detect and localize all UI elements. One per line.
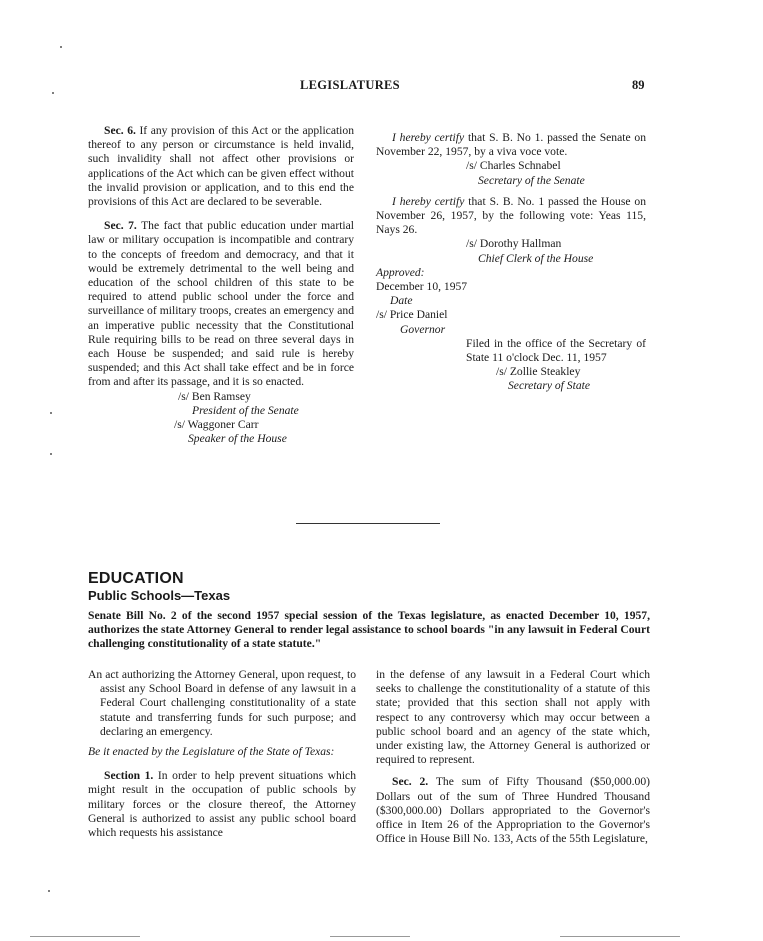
scan-speck	[50, 453, 52, 455]
enacting-clause: Be it enacted by the Legislature of the State of Texas:	[88, 745, 335, 759]
senate-cert-lead: I hereby certify	[392, 131, 465, 144]
section-6-text: If any provision of this Act or the application thereof to any person or circumstance is held invalid, such invalidity shall not affect other provisions or applications of the Act which can be given effect without the invalid provision or application, and to this end the provisions of this Act are declared to be severable.	[88, 124, 354, 209]
signature-charles-schnabel: /s/ Charles Schnabel	[466, 159, 561, 173]
signature-dorothy-hallman: /s/ Dorothy Hallman	[466, 237, 562, 251]
section-heading: EDUCATION	[88, 570, 184, 587]
section-7-label: Sec. 7.	[104, 219, 137, 233]
running-head	[0, 78, 763, 94]
scan-edge-line	[560, 936, 680, 937]
section-divider	[296, 523, 440, 524]
scan-speck	[48, 890, 50, 892]
approved-date: December 10, 1957	[376, 280, 468, 294]
section-2-paragraph	[376, 775, 650, 846]
section-6-label: Sec. 6.	[104, 124, 136, 137]
scan-edge-line	[330, 936, 410, 937]
section-subheading: Public Schools—Texas	[88, 588, 231, 603]
section-1-label: Section 1.	[104, 769, 154, 783]
bill-summary: Senate Bill No. 2 of the second 1957 special session of the Texas legislature, as enacted December 10, 1957, authorizes the state Attorney General to render legal assistance to school boards "in any lawsuit in Federal Court challenging constitutionality of a state statute."	[88, 609, 650, 651]
approved-label: Approved:	[376, 265, 425, 279]
signature-waggoner-carr: /s/ Waggoner Carr	[174, 418, 259, 432]
act-caption: An act authorizing the Attorney General, upon request, to assist any School Board in defense of any lawsuit in a Federal Court challenging constitutionality of a state statute and transferring funds for such purpose; and declaring an emergency.	[88, 668, 356, 738]
scan-edge-line	[30, 936, 140, 937]
section-1-continuation: in the defense of any lawsuit in a Federal Court which seeks to challenge the constitutionality of a statute of this state; provided that this section shall not apply with respect to any controversy which may occur between a public school board and an agency of the state which, under existing law, the Attorney General is authorized or required to represent.	[376, 668, 650, 767]
house-certification	[376, 195, 646, 238]
section-2-label: Sec. 2.	[392, 775, 429, 789]
section-7-paragraph	[88, 219, 354, 389]
section-6-paragraph	[88, 124, 354, 209]
scan-speck	[52, 92, 54, 94]
governor-title: Governor	[400, 322, 446, 336]
signature-title-secretary-state: Secretary of State	[508, 379, 590, 393]
header-title: LEGISLATURES	[300, 78, 400, 92]
section-7-text: The fact that public education under martial law or military occupation is incompatible and contrary to the concepts of freedom and democracy, and that it would be extremely detrimental to the well being and education of the school children of this state to be required to attend public school under the force and surveillance of military troops, creates an emergency and an imperative public necessity that the Constitutional Rule requiring bills to be read on three several days in each House be suspended; and said rule is hereby suspended; and this Act shall take effect and be in force from and after its passage, and it is so enacted.	[88, 219, 354, 389]
section-2-text: The sum of Fifty Thousand ($50,000.00) Dollars out of the sum of Three Hundred Thousand ($300,000.00) Dollars appropriated to the Governor's office in Item 26 of the Appropriation to the Governor's Office in House Bill No. 133, Acts of the 55th Legislature,	[376, 775, 650, 846]
left-column-top	[88, 124, 354, 446]
senate-cert-text: that S. B. No 1. passed the Senate on November 22, 1957, by a viva voce vote.	[376, 131, 646, 159]
scan-speck	[50, 412, 52, 414]
scan-speck	[60, 46, 62, 48]
section-1-paragraph	[88, 769, 356, 840]
signature-title-secretary-senate: Secretary of the Senate	[478, 173, 585, 187]
house-cert-lead: I hereby certify	[392, 194, 465, 208]
senate-certification	[376, 131, 646, 159]
signature-title-chief-clerk: Chief Clerk of the House	[478, 251, 594, 265]
right-column-top	[376, 131, 646, 394]
signature-title-speaker-house: Speaker of the House	[188, 432, 287, 446]
signature-zollie-steakley: /s/ Zollie Steakley	[496, 365, 581, 379]
signature-title-president-senate: President of the Senate	[192, 403, 299, 417]
house-cert-text: that S. B. No. 1 passed the House on November 26, 1957, by the following vote: Yeas 115, Nays 26.	[376, 194, 646, 237]
page-number: 89	[632, 78, 645, 92]
signature-ben-ramsey: /s/ Ben Ramsey	[178, 389, 251, 403]
date-label: Date	[390, 294, 413, 308]
filed-statement: Filed in the office of the Secretary of State 11 o'clock Dec. 11, 1957	[466, 336, 646, 365]
section-1-text: In order to help prevent situations which might result in the occupation of public schools by military forces or the closure thereof, the Attorney General is authorized to assist any public school board which requests his assistance	[88, 769, 356, 840]
signature-price-daniel: /s/ Price Daniel	[376, 308, 448, 322]
left-column-bottom	[88, 668, 356, 840]
right-column-bottom	[376, 668, 650, 846]
